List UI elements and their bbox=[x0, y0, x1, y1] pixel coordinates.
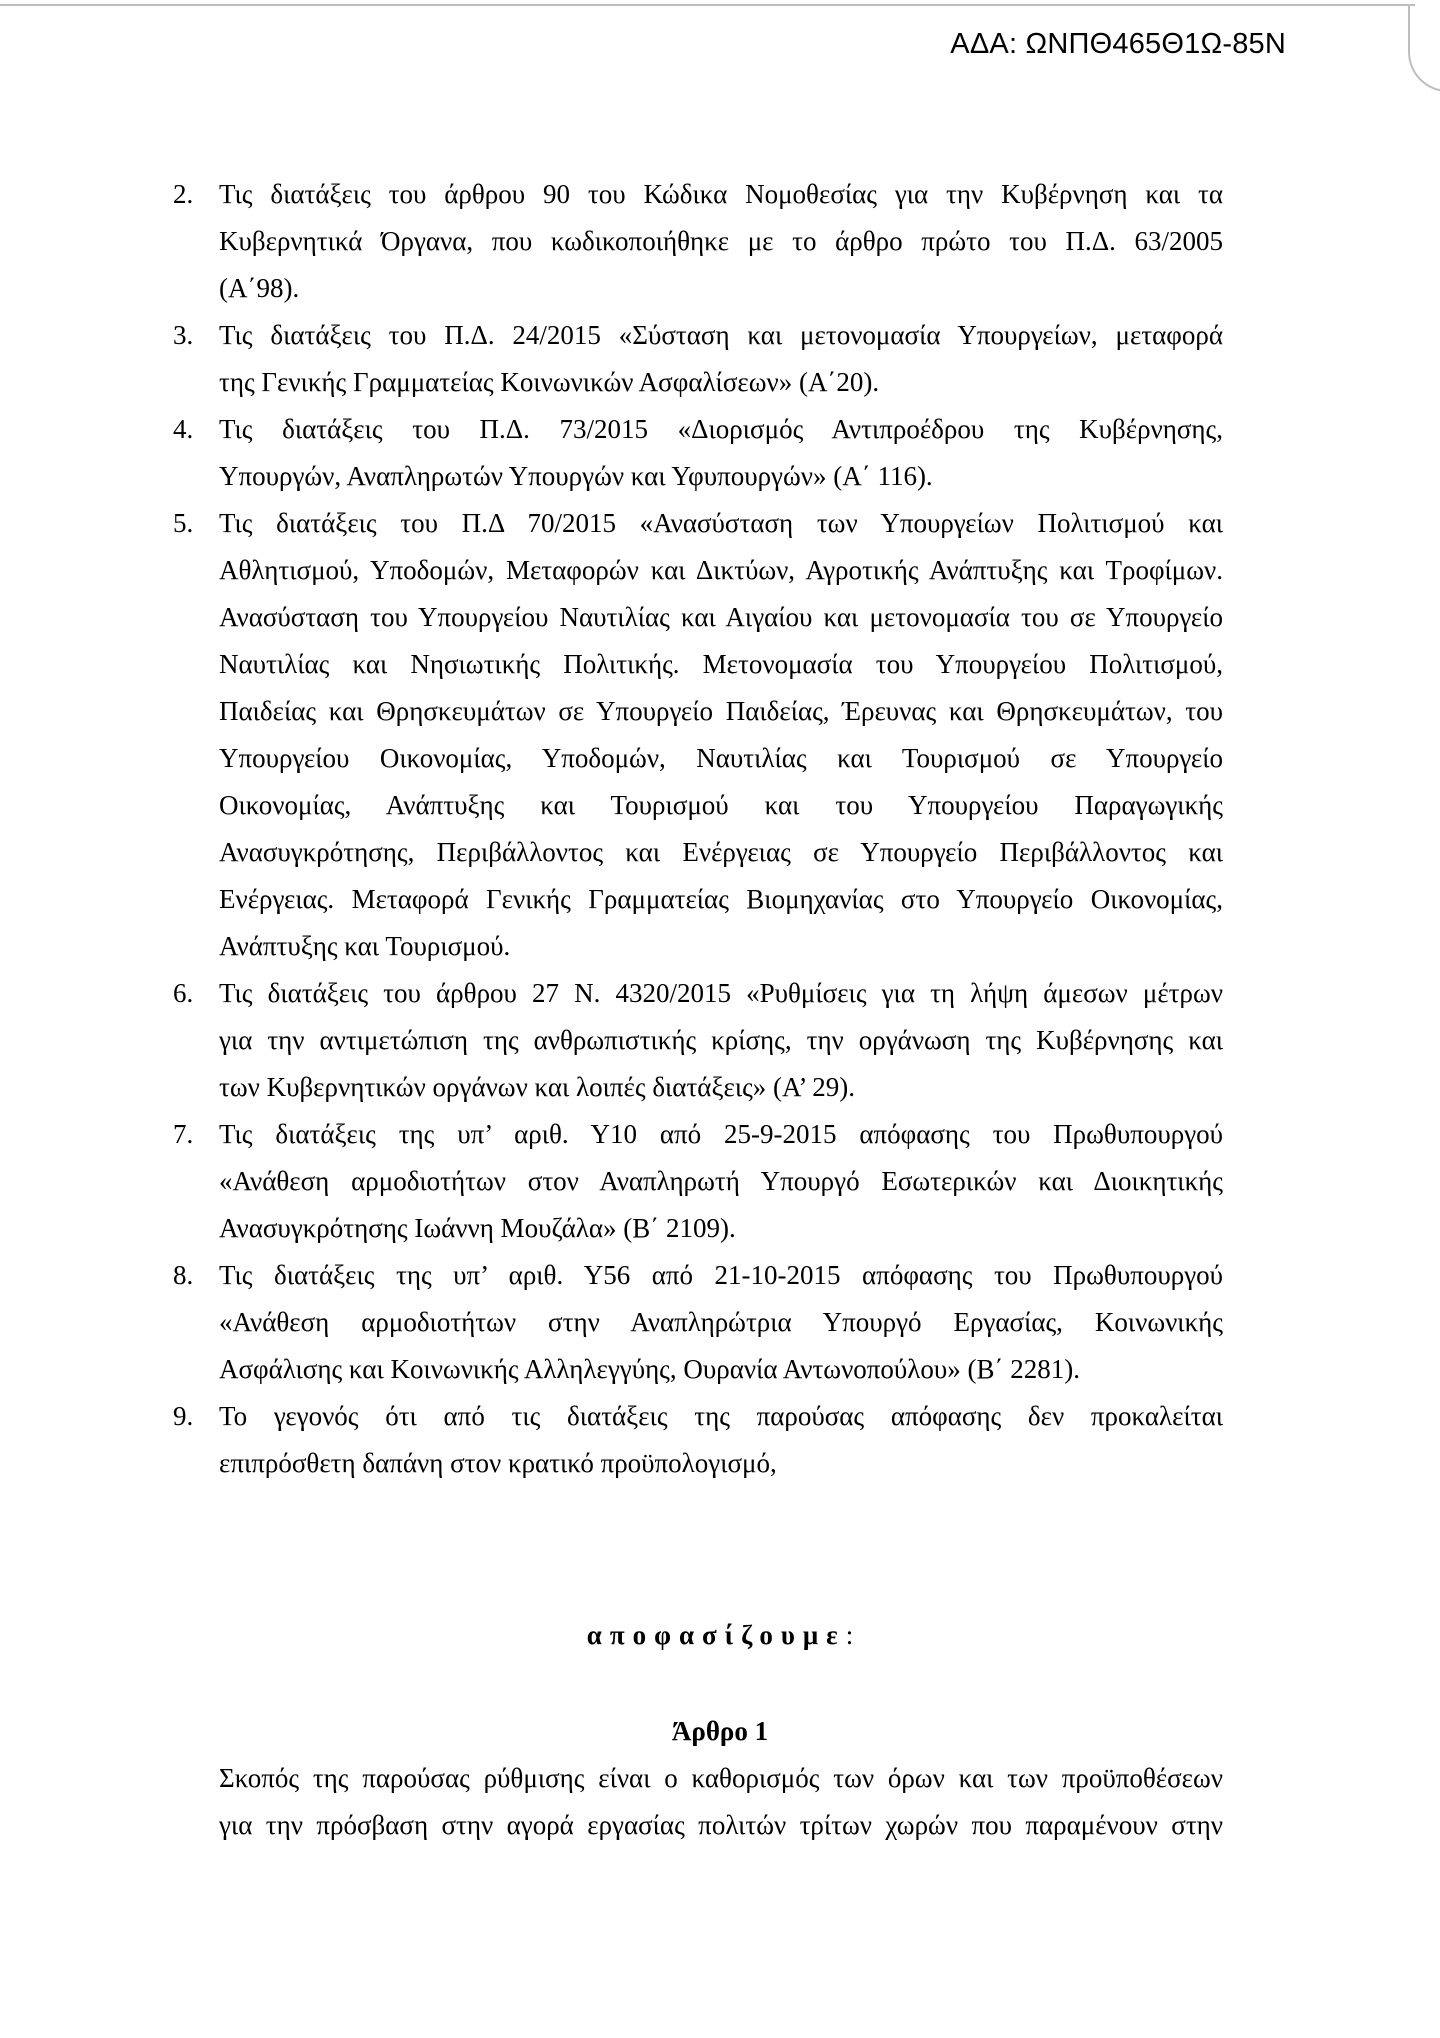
list-item-line: Τις διατάξεις του άρθρου 90 του Κώδικα Νομοθεσίας για την Κυβέρνηση και τα bbox=[219, 179, 1223, 209]
decision-word: αποφασίζουμε bbox=[586, 1620, 846, 1650]
list-item-line: Τις διατάξεις του Π.Δ. 73/2015 «Διορισμός Αντιπροέδρου της Κυβέρνησης, bbox=[219, 414, 1223, 444]
page-top-border bbox=[0, 4, 1415, 6]
list-item-line: Υπουργών, Αναπληρωτών Υπουργών και Υφυπουργών» (Α΄ 116). bbox=[219, 461, 933, 491]
list-item-number: 3. bbox=[173, 320, 194, 350]
list-item-line: Τις διατάξεις του άρθρου 27 Ν. 4320/2015 «Ρυθμίσεις για τη λήψη άμεσων μέτρων bbox=[219, 978, 1223, 1008]
list-item-text bbox=[219, 406, 1223, 500]
list-item-number: 4. bbox=[173, 414, 194, 444]
decision-colon: : bbox=[845, 1620, 854, 1650]
decision-heading bbox=[0, 1612, 1440, 1659]
ada-code: ΑΔΑ: ΩΝΠΘ465Θ1Ω-85Ν bbox=[950, 28, 1286, 60]
list-item-line: επιπρόσθετη δαπάνη στον κρατικό προϋπολογισμό, bbox=[219, 1448, 777, 1478]
list-item-number: 6. bbox=[173, 978, 194, 1008]
article-body bbox=[219, 1755, 1223, 1849]
list-item-number: 5. bbox=[173, 508, 194, 538]
list-item-line: των Κυβερνητικών οργάνων και λοιπές διατάξεις» (Α’ 29). bbox=[219, 1072, 856, 1102]
article-line: Σκοπός της παρούσας ρύθμισης είναι ο καθορισμός των όρων και των προϋποθέσεων bbox=[219, 1763, 1223, 1793]
list-item-line: Ενέργειας. Μεταφορά Γενικής Γραμματείας Βιομηχανίας στο Υπουργείο Οικονομίας, bbox=[219, 884, 1223, 914]
list-item-line: Ανασύσταση του Υπουργείου Ναυτιλίας και Αιγαίου και μετονομασία του σε Υπουργείο bbox=[219, 602, 1223, 632]
article-line: για την πρόσβαση στην αγορά εργασίας πολιτών τρίτων χωρών που παραμένουν στην bbox=[219, 1810, 1223, 1840]
list-item-line: Το γεγονός ότι από τις διατάξεις της παρούσας απόφασης δεν προκαλείται bbox=[219, 1401, 1223, 1431]
list-item-line: Παιδείας και Θρησκευμάτων σε Υπουργείο Παιδείας, Έρευνας και Θρησκευμάτων, του bbox=[219, 696, 1223, 726]
list-item-line: Τις διατάξεις της υπ’ αριθ. Υ10 από 25-9-2015 απόφασης του Πρωθυπουργού bbox=[219, 1119, 1223, 1149]
list-item-text bbox=[219, 312, 1223, 406]
list-item-line: της Γενικής Γραμματείας Κοινωνικών Ασφαλίσεων» (Α΄20). bbox=[219, 367, 880, 397]
list-item-line: Ασφάλισης και Κοινωνικής Αλληλεγγύης, Ουρανία Αντωνοπούλου» (Β΄ 2281). bbox=[219, 1354, 1080, 1384]
list-item-text bbox=[219, 970, 1223, 1111]
list-item-line: Αθλητισμού, Υποδομών, Μεταφορών και Δικτύων, Αγροτικής Ανάπτυξης και Τροφίμων. bbox=[219, 555, 1223, 585]
list-item-text bbox=[219, 500, 1223, 970]
list-item-text bbox=[219, 1111, 1223, 1252]
list-item-line: Οικονομίας, Ανάπτυξης και Τουρισμού και του Υπουργείου Παραγωγικής bbox=[219, 790, 1223, 820]
list-item-line: (Α΄98). bbox=[219, 273, 300, 303]
article-title: Άρθρο 1 bbox=[671, 1716, 769, 1746]
list-item-number: 9. bbox=[173, 1401, 194, 1431]
list-item-line: για την αντιμετώπιση της ανθρωπιστικής κρίσης, την οργάνωση της Κυβέρνησης και bbox=[219, 1025, 1223, 1055]
page-curl-corner bbox=[1408, 4, 1440, 92]
list-item-number: 7. bbox=[173, 1119, 194, 1149]
list-item-line: Ανάπτυξης και Τουρισμού. bbox=[219, 931, 511, 961]
list-item-line: «Ανάθεση αρμοδιοτήτων στον Αναπληρωτή Υπουργό Εσωτερικών και Διοικητικής bbox=[219, 1166, 1223, 1196]
list-item-line: Ναυτιλίας και Νησιωτικής Πολιτικής. Μετονομασία του Υπουργείου Πολιτισμού, bbox=[219, 649, 1223, 679]
list-item-line: Ανασυγκρότησης, Περιβάλλοντος και Ενέργειας σε Υπουργείο Περιβάλλοντος και bbox=[219, 837, 1223, 867]
list-item-text bbox=[219, 171, 1223, 312]
list-item-line: Υπουργείου Οικονομίας, Υποδομών, Ναυτιλίας και Τουρισμού σε Υπουργείο bbox=[219, 743, 1223, 773]
list-item-line: Τις διατάξεις της υπ’ αριθ. Υ56 από 21-10-2015 απόφασης του Πρωθυπουργού bbox=[219, 1260, 1223, 1290]
list-item-line: «Ανάθεση αρμοδιοτήτων στην Αναπληρώτρια Υπουργό Εργασίας, Κοινωνικής bbox=[219, 1307, 1223, 1337]
list-item-line: Τις διατάξεις του Π.Δ 70/2015 «Ανασύσταση των Υπουργείων Πολιτισμού και bbox=[219, 508, 1223, 538]
list-item-text bbox=[219, 1252, 1223, 1393]
list-item-line: Τις διατάξεις του Π.Δ. 24/2015 «Σύσταση και μετονομασία Υπουργείων, μεταφορά bbox=[219, 320, 1223, 350]
list-item-text bbox=[219, 1393, 1223, 1487]
list-item-line: Ανασυγκρότησης Ιωάννη Μουζάλα» (Β΄ 2109). bbox=[219, 1213, 736, 1243]
list-item-line: Κυβερνητικά Όργανα, που κωδικοποιήθηκε με το άρθρο πρώτο του Π.Δ. 63/2005 bbox=[219, 226, 1223, 256]
list-item-number: 8. bbox=[173, 1260, 194, 1290]
list-item-number: 2. bbox=[173, 179, 194, 209]
